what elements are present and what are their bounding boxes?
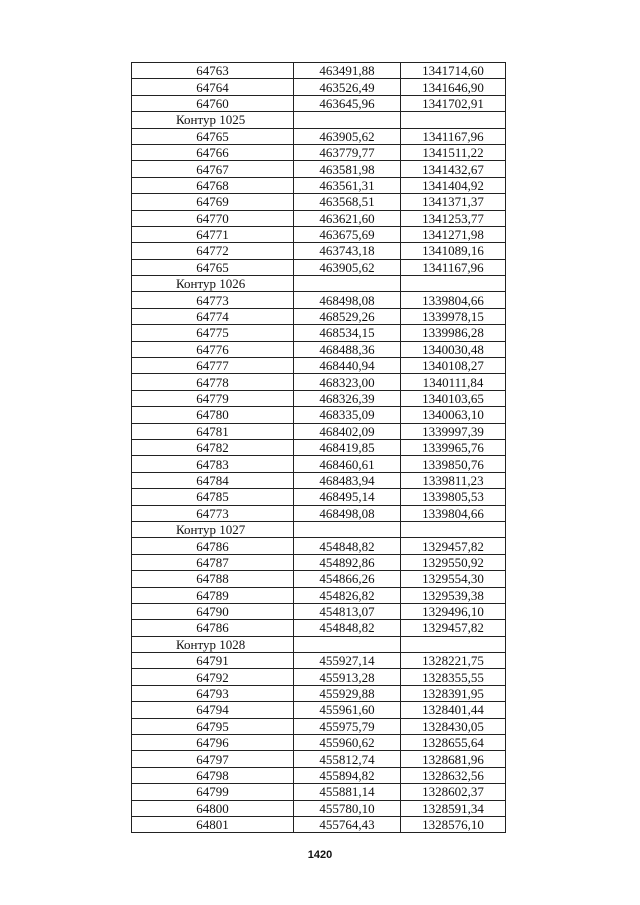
table-row xyxy=(132,79,506,95)
point-id-cell: 64771 xyxy=(132,226,294,242)
point-id-cell: 64773 xyxy=(132,505,294,521)
y-coordinate-cell: 1328681,96 xyxy=(401,751,506,767)
point-id-cell: 64765 xyxy=(132,128,294,144)
y-coordinate-cell: 1341253,77 xyxy=(401,210,506,226)
table-row xyxy=(132,784,506,800)
x-coordinate-cell: 463645,96 xyxy=(294,95,401,111)
table-row xyxy=(132,423,506,439)
y-coordinate-cell: 1339986,28 xyxy=(401,325,506,341)
x-coordinate-cell: 463743,18 xyxy=(294,243,401,259)
x-coordinate-cell: 463581,98 xyxy=(294,161,401,177)
y-coordinate-cell: 1328632,56 xyxy=(401,767,506,783)
table-row xyxy=(132,194,506,210)
y-coordinate-cell: 1341271,98 xyxy=(401,226,506,242)
table-row xyxy=(132,816,506,832)
y-coordinate-cell: 1341167,96 xyxy=(401,128,506,144)
point-id-cell: 64790 xyxy=(132,603,294,619)
point-id-cell: 64773 xyxy=(132,292,294,308)
empty-cell xyxy=(294,112,401,128)
table-row xyxy=(132,128,506,144)
x-coordinate-cell: 455812,74 xyxy=(294,751,401,767)
x-coordinate-cell: 468402,09 xyxy=(294,423,401,439)
x-coordinate-cell: 455975,79 xyxy=(294,718,401,734)
y-coordinate-cell: 1339850,76 xyxy=(401,456,506,472)
x-coordinate-cell: 454866,26 xyxy=(294,571,401,587)
x-coordinate-cell: 454826,82 xyxy=(294,587,401,603)
x-coordinate-cell: 468534,15 xyxy=(294,325,401,341)
x-coordinate-cell: 463905,62 xyxy=(294,259,401,275)
point-id-cell: 64769 xyxy=(132,194,294,210)
y-coordinate-cell: 1329457,82 xyxy=(401,620,506,636)
point-id-cell: 64795 xyxy=(132,718,294,734)
x-coordinate-cell: 468488,36 xyxy=(294,341,401,357)
y-coordinate-cell: 1329496,10 xyxy=(401,603,506,619)
table-row xyxy=(132,472,506,488)
x-coordinate-cell: 455894,82 xyxy=(294,767,401,783)
point-id-cell: 64789 xyxy=(132,587,294,603)
x-coordinate-cell: 455961,60 xyxy=(294,702,401,718)
x-coordinate-cell: 468460,61 xyxy=(294,456,401,472)
contour-header-row xyxy=(132,276,506,292)
y-coordinate-cell: 1339997,39 xyxy=(401,423,506,439)
x-coordinate-cell: 455960,62 xyxy=(294,735,401,751)
point-id-cell: 64780 xyxy=(132,407,294,423)
table-row xyxy=(132,800,506,816)
table-row xyxy=(132,341,506,357)
point-id-cell: 64763 xyxy=(132,63,294,79)
point-id-cell: 64786 xyxy=(132,538,294,554)
table-row xyxy=(132,587,506,603)
y-coordinate-cell: 1341511,22 xyxy=(401,144,506,160)
table-row xyxy=(132,226,506,242)
point-id-cell: 64791 xyxy=(132,653,294,669)
table-row xyxy=(132,325,506,341)
x-coordinate-cell: 454892,86 xyxy=(294,554,401,570)
empty-cell xyxy=(401,636,506,652)
table-row xyxy=(132,751,506,767)
x-coordinate-cell: 455913,28 xyxy=(294,669,401,685)
x-coordinate-cell: 463526,49 xyxy=(294,79,401,95)
table-row xyxy=(132,554,506,570)
empty-cell xyxy=(401,521,506,537)
y-coordinate-cell: 1328430,05 xyxy=(401,718,506,734)
table-row xyxy=(132,505,506,521)
x-coordinate-cell: 463491,88 xyxy=(294,63,401,79)
empty-cell xyxy=(401,276,506,292)
point-id-cell: 64801 xyxy=(132,816,294,832)
y-coordinate-cell: 1339965,76 xyxy=(401,439,506,455)
y-coordinate-cell: 1341371,37 xyxy=(401,194,506,210)
x-coordinate-cell: 463905,62 xyxy=(294,128,401,144)
table-row xyxy=(132,161,506,177)
point-id-cell: 64765 xyxy=(132,259,294,275)
y-coordinate-cell: 1329550,92 xyxy=(401,554,506,570)
x-coordinate-cell: 468419,85 xyxy=(294,439,401,455)
table-row xyxy=(132,390,506,406)
table-row xyxy=(132,718,506,734)
x-coordinate-cell: 468326,39 xyxy=(294,390,401,406)
table-row xyxy=(132,603,506,619)
table-row xyxy=(132,685,506,701)
y-coordinate-cell: 1339805,53 xyxy=(401,489,506,505)
empty-cell xyxy=(294,636,401,652)
point-id-cell: 64784 xyxy=(132,472,294,488)
x-coordinate-cell: 454813,07 xyxy=(294,603,401,619)
table-row xyxy=(132,95,506,111)
x-coordinate-cell: 463561,31 xyxy=(294,177,401,193)
y-coordinate-cell: 1339804,66 xyxy=(401,292,506,308)
table-row xyxy=(132,669,506,685)
x-coordinate-cell: 455764,43 xyxy=(294,816,401,832)
x-coordinate-cell: 463568,51 xyxy=(294,194,401,210)
y-coordinate-cell: 1341089,16 xyxy=(401,243,506,259)
table-row xyxy=(132,292,506,308)
point-id-cell: 64799 xyxy=(132,784,294,800)
point-id-cell: 64776 xyxy=(132,341,294,357)
y-coordinate-cell: 1340111,84 xyxy=(401,374,506,390)
point-id-cell: 64794 xyxy=(132,702,294,718)
empty-cell xyxy=(294,521,401,537)
table-row xyxy=(132,538,506,554)
table-row xyxy=(132,767,506,783)
point-id-cell: 64778 xyxy=(132,374,294,390)
table-row xyxy=(132,489,506,505)
point-id-cell: 64786 xyxy=(132,620,294,636)
x-coordinate-cell: 468483,94 xyxy=(294,472,401,488)
x-coordinate-cell: 463779,77 xyxy=(294,144,401,160)
y-coordinate-cell: 1329554,30 xyxy=(401,571,506,587)
table-row xyxy=(132,735,506,751)
x-coordinate-cell: 468498,08 xyxy=(294,505,401,521)
y-coordinate-cell: 1328602,37 xyxy=(401,784,506,800)
contour-label: Контур 1026 xyxy=(132,276,294,292)
contour-label: Контур 1028 xyxy=(132,636,294,652)
y-coordinate-cell: 1328401,44 xyxy=(401,702,506,718)
table-row xyxy=(132,439,506,455)
point-id-cell: 64788 xyxy=(132,571,294,587)
point-id-cell: 64785 xyxy=(132,489,294,505)
y-coordinate-cell: 1341432,67 xyxy=(401,161,506,177)
contour-header-row xyxy=(132,636,506,652)
table-row xyxy=(132,308,506,324)
coordinates-table-body xyxy=(132,63,506,833)
point-id-cell: 64800 xyxy=(132,800,294,816)
y-coordinate-cell: 1341404,92 xyxy=(401,177,506,193)
x-coordinate-cell: 468323,00 xyxy=(294,374,401,390)
table-row xyxy=(132,702,506,718)
y-coordinate-cell: 1340063,10 xyxy=(401,407,506,423)
point-id-cell: 64764 xyxy=(132,79,294,95)
contour-header-row xyxy=(132,112,506,128)
point-id-cell: 64793 xyxy=(132,685,294,701)
y-coordinate-cell: 1328391,95 xyxy=(401,685,506,701)
x-coordinate-cell: 463621,60 xyxy=(294,210,401,226)
point-id-cell: 64777 xyxy=(132,358,294,374)
contour-label: Контур 1025 xyxy=(132,112,294,128)
point-id-cell: 64779 xyxy=(132,390,294,406)
x-coordinate-cell: 455927,14 xyxy=(294,653,401,669)
table-row xyxy=(132,144,506,160)
y-coordinate-cell: 1341714,60 xyxy=(401,63,506,79)
y-coordinate-cell: 1328576,10 xyxy=(401,816,506,832)
y-coordinate-cell: 1340030,48 xyxy=(401,341,506,357)
y-coordinate-cell: 1339978,15 xyxy=(401,308,506,324)
y-coordinate-cell: 1339811,23 xyxy=(401,472,506,488)
point-id-cell: 64798 xyxy=(132,767,294,783)
point-id-cell: 64782 xyxy=(132,439,294,455)
point-id-cell: 64768 xyxy=(132,177,294,193)
table-row xyxy=(132,63,506,79)
y-coordinate-cell: 1339804,66 xyxy=(401,505,506,521)
y-coordinate-cell: 1329457,82 xyxy=(401,538,506,554)
contour-header-row xyxy=(132,521,506,537)
point-id-cell: 64760 xyxy=(132,95,294,111)
point-id-cell: 64772 xyxy=(132,243,294,259)
x-coordinate-cell: 468495,14 xyxy=(294,489,401,505)
x-coordinate-cell: 454848,82 xyxy=(294,538,401,554)
table-row xyxy=(132,358,506,374)
point-id-cell: 64796 xyxy=(132,735,294,751)
contour-label: Контур 1027 xyxy=(132,521,294,537)
table-row xyxy=(132,243,506,259)
table-row xyxy=(132,407,506,423)
x-coordinate-cell: 468440,94 xyxy=(294,358,401,374)
table-row xyxy=(132,374,506,390)
y-coordinate-cell: 1340108,27 xyxy=(401,358,506,374)
point-id-cell: 64792 xyxy=(132,669,294,685)
table-row xyxy=(132,210,506,226)
y-coordinate-cell: 1341646,90 xyxy=(401,79,506,95)
table-row xyxy=(132,653,506,669)
point-id-cell: 64781 xyxy=(132,423,294,439)
empty-cell xyxy=(401,112,506,128)
point-id-cell: 64774 xyxy=(132,308,294,324)
y-coordinate-cell: 1328221,75 xyxy=(401,653,506,669)
y-coordinate-cell: 1328591,34 xyxy=(401,800,506,816)
point-id-cell: 64787 xyxy=(132,554,294,570)
x-coordinate-cell: 455881,14 xyxy=(294,784,401,800)
x-coordinate-cell: 468498,08 xyxy=(294,292,401,308)
point-id-cell: 64766 xyxy=(132,144,294,160)
y-coordinate-cell: 1328655,64 xyxy=(401,735,506,751)
point-id-cell: 64783 xyxy=(132,456,294,472)
empty-cell xyxy=(294,276,401,292)
x-coordinate-cell: 454848,82 xyxy=(294,620,401,636)
table-row xyxy=(132,177,506,193)
x-coordinate-cell: 455929,88 xyxy=(294,685,401,701)
y-coordinate-cell: 1340103,65 xyxy=(401,390,506,406)
table-row xyxy=(132,259,506,275)
table-row xyxy=(132,620,506,636)
x-coordinate-cell: 468335,09 xyxy=(294,407,401,423)
table-row xyxy=(132,571,506,587)
y-coordinate-cell: 1329539,38 xyxy=(401,587,506,603)
x-coordinate-cell: 468529,26 xyxy=(294,308,401,324)
x-coordinate-cell: 463675,69 xyxy=(294,226,401,242)
y-coordinate-cell: 1341702,91 xyxy=(401,95,506,111)
point-id-cell: 64767 xyxy=(132,161,294,177)
y-coordinate-cell: 1341167,96 xyxy=(401,259,506,275)
page-number: 1420 xyxy=(307,849,333,861)
table-row xyxy=(132,456,506,472)
coordinates-table xyxy=(131,62,506,833)
point-id-cell: 64770 xyxy=(132,210,294,226)
y-coordinate-cell: 1328355,55 xyxy=(401,669,506,685)
x-coordinate-cell: 455780,10 xyxy=(294,800,401,816)
point-id-cell: 64797 xyxy=(132,751,294,767)
point-id-cell: 64775 xyxy=(132,325,294,341)
